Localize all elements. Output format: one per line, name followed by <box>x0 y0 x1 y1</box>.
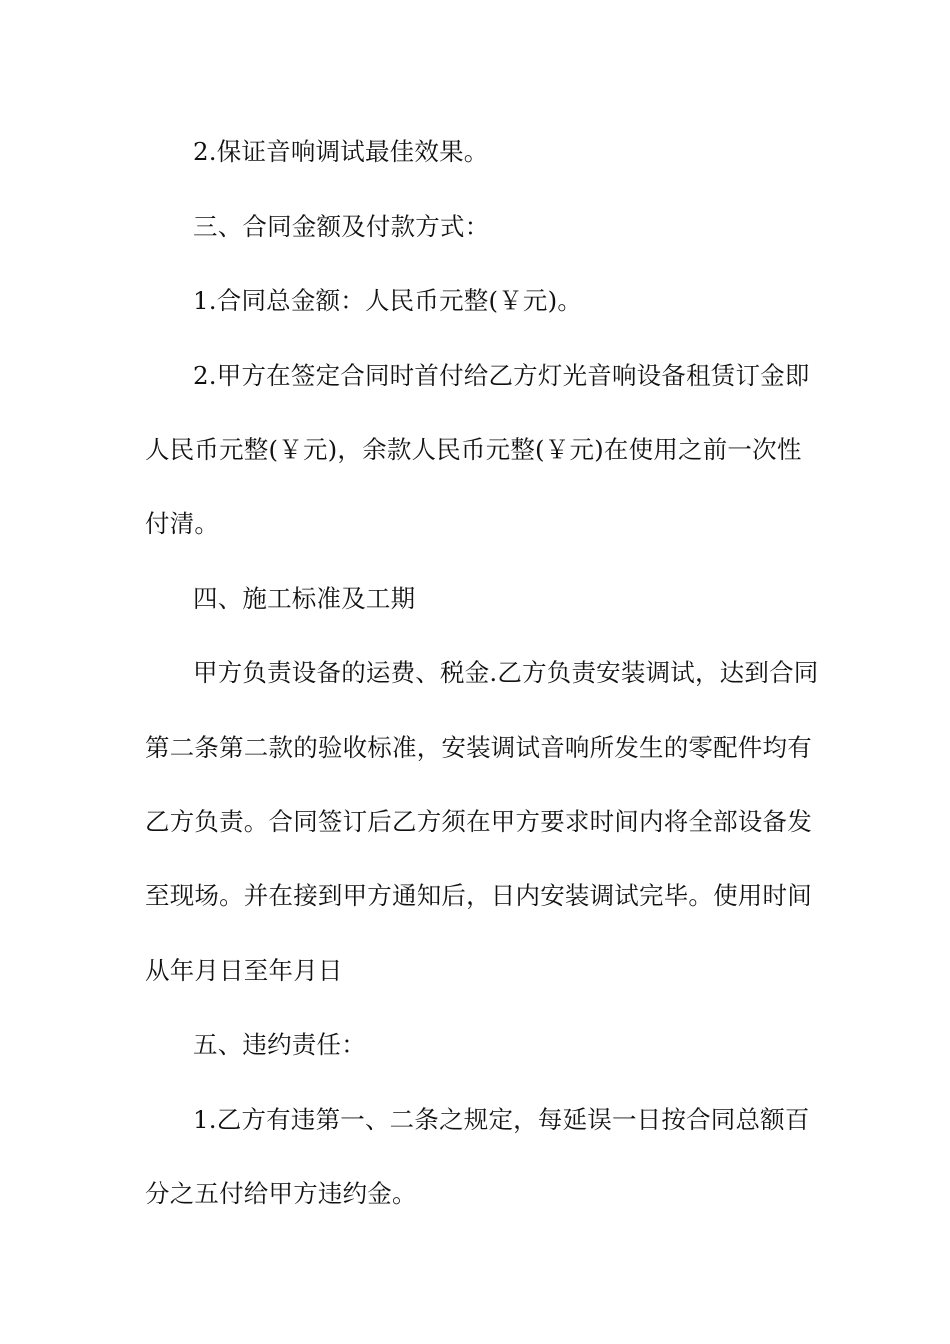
text-line: 乙方负责。合同签订后乙方须在甲方要求时间内将全部设备发 <box>145 807 812 836</box>
text-line: 2.保证音响调试最佳效果。 <box>193 137 489 166</box>
text-line: 第二条第二款的验收标准，安装调试音响所发生的零配件均有 <box>145 733 812 762</box>
text-line: 至现场。并在接到甲方通知后，日内安装调试完毕。使用时间 <box>145 881 812 910</box>
text-line: 从年月日至年月日 <box>145 956 343 985</box>
section-heading-breach-liability: 五、违约责任： <box>193 1030 366 1059</box>
text-line: 1.合同总金额：人民币元整(￥元)。 <box>193 286 583 315</box>
text-line: 人民币元整(￥元)，余款人民币元整(￥元)在使用之前一次性 <box>145 435 802 464</box>
text-line: 2.甲方在签定合同时首付给乙方灯光音响设备租赁订金即 <box>193 361 810 390</box>
text-line: 付清。 <box>145 509 220 538</box>
text-line: 1.乙方有违第一、二条之规定，每延误一日按合同总额百 <box>193 1105 810 1134</box>
section-heading-contract-amount: 三、合同金额及付款方式： <box>193 212 490 241</box>
text-line: 分之五付给甲方违约金。 <box>145 1179 417 1208</box>
text-line: 甲方负责设备的运费、税金.乙方负责安装调试，达到合同 <box>193 658 819 687</box>
section-heading-construction-standard: 四、施工标准及工期 <box>193 584 416 613</box>
